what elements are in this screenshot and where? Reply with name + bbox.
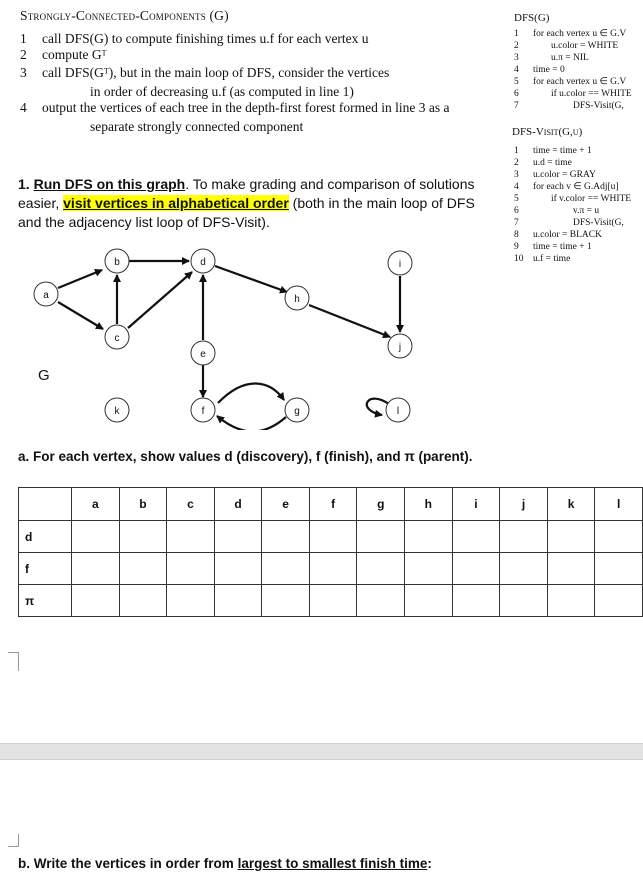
column-header: j: [500, 488, 548, 521]
dfs-line-text: for each vertex u ∈ G.V: [533, 29, 627, 39]
q1-middle: . To make grading and comparison of solutions easier,: [18, 176, 475, 211]
page-corner-mark-2: [8, 834, 19, 847]
dfs_visit-line-text: if v.color == WHITE: [551, 194, 632, 204]
answer-cell[interactable]: [595, 553, 643, 585]
scc-line: [20, 47, 107, 63]
scc-title: Strongly-Connected-Components (G): [20, 8, 229, 23]
table-row: [19, 585, 643, 617]
vertex-h: [285, 286, 309, 310]
dfs-line-number: 4: [514, 65, 519, 75]
table-corner-cell: [19, 488, 72, 521]
answer-cell[interactable]: [167, 521, 215, 553]
answer-cell[interactable]: [214, 521, 262, 553]
answer-cell[interactable]: [72, 521, 120, 553]
column-header: i: [452, 488, 500, 521]
answer-cell[interactable]: [405, 521, 453, 553]
row-header: π: [19, 585, 72, 617]
dfs_visit-line-text: u.d = time: [533, 158, 572, 168]
scc-line: [20, 65, 389, 81]
dfs-line-number: 6: [514, 89, 519, 99]
q1-prefix: 1.: [18, 176, 34, 192]
vertex-a: [34, 282, 58, 306]
graph-diagram: [0, 240, 440, 430]
edge-c-d: [128, 272, 192, 328]
scc-line-text: output the vertices of each tree in the depth-first forest formed in line 3 as a: [42, 100, 450, 115]
answer-cell[interactable]: [405, 585, 453, 617]
answer-cell[interactable]: [452, 585, 500, 617]
answer-cell[interactable]: [357, 553, 405, 585]
dfs_visit-line-number: 9: [514, 242, 519, 252]
dfs_visit-line-number: 4: [514, 182, 519, 192]
column-header: l: [595, 488, 643, 521]
dfs_visit-line-number: 2: [514, 158, 519, 168]
svg-text:l: l: [396, 406, 400, 417]
vertex-i: [388, 251, 412, 275]
q1-run-dfs: Run DFS on this graph: [33, 176, 186, 192]
scc-line-text: call DFS(G) to compute finishing times u.f for each vertex u: [42, 31, 369, 46]
answer-cell[interactable]: [119, 585, 167, 617]
table-header-row: [19, 488, 643, 521]
question-a: a. For each vertex, show values d (discovery), f (finish), and π (parent).: [18, 449, 473, 464]
q1-suffix: (both in the main loop of DFS and the adjacency list loop of DFS-Visit).: [18, 195, 475, 230]
dfs_visit-line-text: time = time + 1: [533, 242, 592, 252]
dfs_visit-line-text: v.π = u: [573, 206, 600, 216]
svg-text:j: j: [398, 342, 402, 353]
dfs-line-text: time = 0: [533, 65, 565, 75]
dfs-line-text: u.π = NIL: [551, 53, 589, 63]
edge-h-j: [309, 305, 390, 337]
answer-cell[interactable]: [214, 585, 262, 617]
page-break-band: [0, 743, 643, 760]
edge-g-f: [217, 416, 286, 430]
answer-cell[interactable]: [357, 585, 405, 617]
answer-cell[interactable]: [262, 553, 310, 585]
svg-text:k: k: [114, 406, 120, 417]
column-header: b: [119, 488, 167, 521]
answer-cell[interactable]: [72, 585, 120, 617]
scc-line-number: 2: [20, 47, 27, 62]
scc-line: [20, 119, 303, 135]
svg-text:a: a: [43, 290, 49, 301]
qb-prefix: b. Write the vertices in order from: [18, 856, 238, 871]
edge-d-h: [215, 266, 287, 292]
answer-cell[interactable]: [452, 553, 500, 585]
q1-highlight: visit vertices in alphabetical order: [63, 195, 289, 211]
scc-line-number: 1: [20, 31, 27, 46]
dfs-line-text: DFS-Visit(G,: [573, 101, 624, 111]
answer-cell[interactable]: [500, 521, 548, 553]
dfs-line-text: if u.color == WHITE: [551, 89, 632, 99]
scc-line-text: in order of decreasing u.f (as computed in line 1): [90, 84, 354, 99]
answer-cell[interactable]: [262, 521, 310, 553]
dfs_visit-line-text: time = time + 1: [533, 146, 592, 156]
column-header: g: [357, 488, 405, 521]
vertex-g: [285, 398, 309, 422]
answer-cell[interactable]: [595, 585, 643, 617]
dfs-line-number: 1: [514, 29, 519, 39]
scc-line-text: call DFS(Gᵀ), but in the main loop of DFS, consider the vertices: [42, 65, 390, 80]
column-header: d: [214, 488, 262, 521]
dfs-line-text: for each vertex u ∈ G.V: [533, 77, 627, 87]
answer-cell[interactable]: [119, 521, 167, 553]
svg-text:f: f: [201, 406, 205, 417]
scc-line: [20, 100, 449, 116]
answer-cell[interactable]: [72, 553, 120, 585]
dfs_visit-line-number: 6: [514, 206, 519, 216]
vertex-l: [386, 398, 410, 422]
page-corner-mark: [8, 652, 19, 671]
scc-line-number: 3: [20, 65, 27, 80]
row-header: d: [19, 521, 72, 553]
dfs-line-number: 5: [514, 77, 519, 87]
answer-cell[interactable]: [167, 553, 215, 585]
dfs_visit-line-text: u.color = GRAY: [533, 170, 596, 180]
dfs_visit-line-number: 5: [514, 194, 519, 204]
answer-cell[interactable]: [357, 521, 405, 553]
svg-text:c: c: [114, 333, 120, 344]
dfs-line-number: 7: [514, 101, 519, 111]
column-header: k: [547, 488, 595, 521]
dfs_visit-line-text: for each v ∈ G.Adj[u]: [533, 182, 619, 192]
graph-label: G: [38, 367, 50, 384]
answer-cell[interactable]: [500, 553, 548, 585]
answer-cell[interactable]: [309, 585, 357, 617]
answer-cell[interactable]: [405, 553, 453, 585]
answer-cell[interactable]: [167, 585, 215, 617]
answer-cell[interactable]: [452, 521, 500, 553]
dfs-title: DFS(G): [514, 12, 550, 24]
column-header: a: [72, 488, 120, 521]
answer-cell[interactable]: [214, 553, 262, 585]
scc-line-number: 4: [20, 100, 27, 115]
edge-a-c: [58, 302, 103, 329]
edge-f-g: [218, 383, 284, 403]
answer-cell[interactable]: [309, 553, 357, 585]
answer-cell[interactable]: [262, 585, 310, 617]
table-row: [19, 521, 643, 553]
dfs_visit-line-number: 10: [514, 254, 524, 264]
dfs_visit-line-text: u.f = time: [533, 254, 571, 264]
answer-cell[interactable]: [595, 521, 643, 553]
table-row: [19, 553, 643, 585]
dfs-visit-title: DFS-Visit(G,u): [512, 126, 583, 138]
dfs_visit-line-number: 3: [514, 170, 519, 180]
dfs-values-table: [18, 487, 643, 617]
svg-text:g: g: [294, 406, 300, 417]
svg-text:b: b: [114, 257, 120, 268]
scc-line-text: compute Gᵀ: [42, 47, 107, 62]
dfs-line-number: 2: [514, 41, 519, 51]
dfs_visit-line-number: 8: [514, 230, 519, 240]
dfs_visit-line-number: 7: [514, 218, 519, 228]
vertex-k: [105, 398, 129, 422]
vertex-e: [191, 341, 215, 365]
answer-cell[interactable]: [547, 521, 595, 553]
svg-text:e: e: [200, 349, 206, 360]
dfs_visit-line-text: u.color = BLACK: [533, 230, 602, 240]
svg-text:d: d: [200, 257, 206, 268]
answer-cell[interactable]: [309, 521, 357, 553]
qb-suffix: :: [427, 856, 432, 871]
dfs-line-text: u.color = WHITE: [551, 41, 619, 51]
question-1: [18, 175, 488, 232]
svg-text:i: i: [398, 259, 402, 270]
scc-line: [20, 84, 354, 100]
dfs_visit-line-number: 1: [514, 146, 519, 156]
column-header: c: [167, 488, 215, 521]
column-header: h: [405, 488, 453, 521]
svg-text:h: h: [294, 294, 300, 305]
column-header: f: [309, 488, 357, 521]
answer-cell[interactable]: [500, 585, 548, 617]
vertex-d: [191, 249, 215, 273]
vertex-f: [191, 398, 215, 422]
column-header: e: [262, 488, 310, 521]
question-b: [18, 856, 432, 871]
qb-underlined: largest to smallest finish time: [237, 856, 428, 871]
vertex-j: [388, 334, 412, 358]
answer-cell[interactable]: [547, 585, 595, 617]
answer-cell[interactable]: [547, 553, 595, 585]
vertex-b: [105, 249, 129, 273]
row-header: f: [19, 553, 72, 585]
scc-line: [20, 31, 369, 47]
scc-line-text: separate strongly connected component: [90, 119, 304, 134]
edge-a-b: [58, 270, 102, 288]
answer-cell[interactable]: [119, 553, 167, 585]
vertex-c: [105, 325, 129, 349]
dfs_visit-line-text: DFS-Visit(G,: [573, 218, 624, 228]
dfs-line-number: 3: [514, 53, 519, 63]
